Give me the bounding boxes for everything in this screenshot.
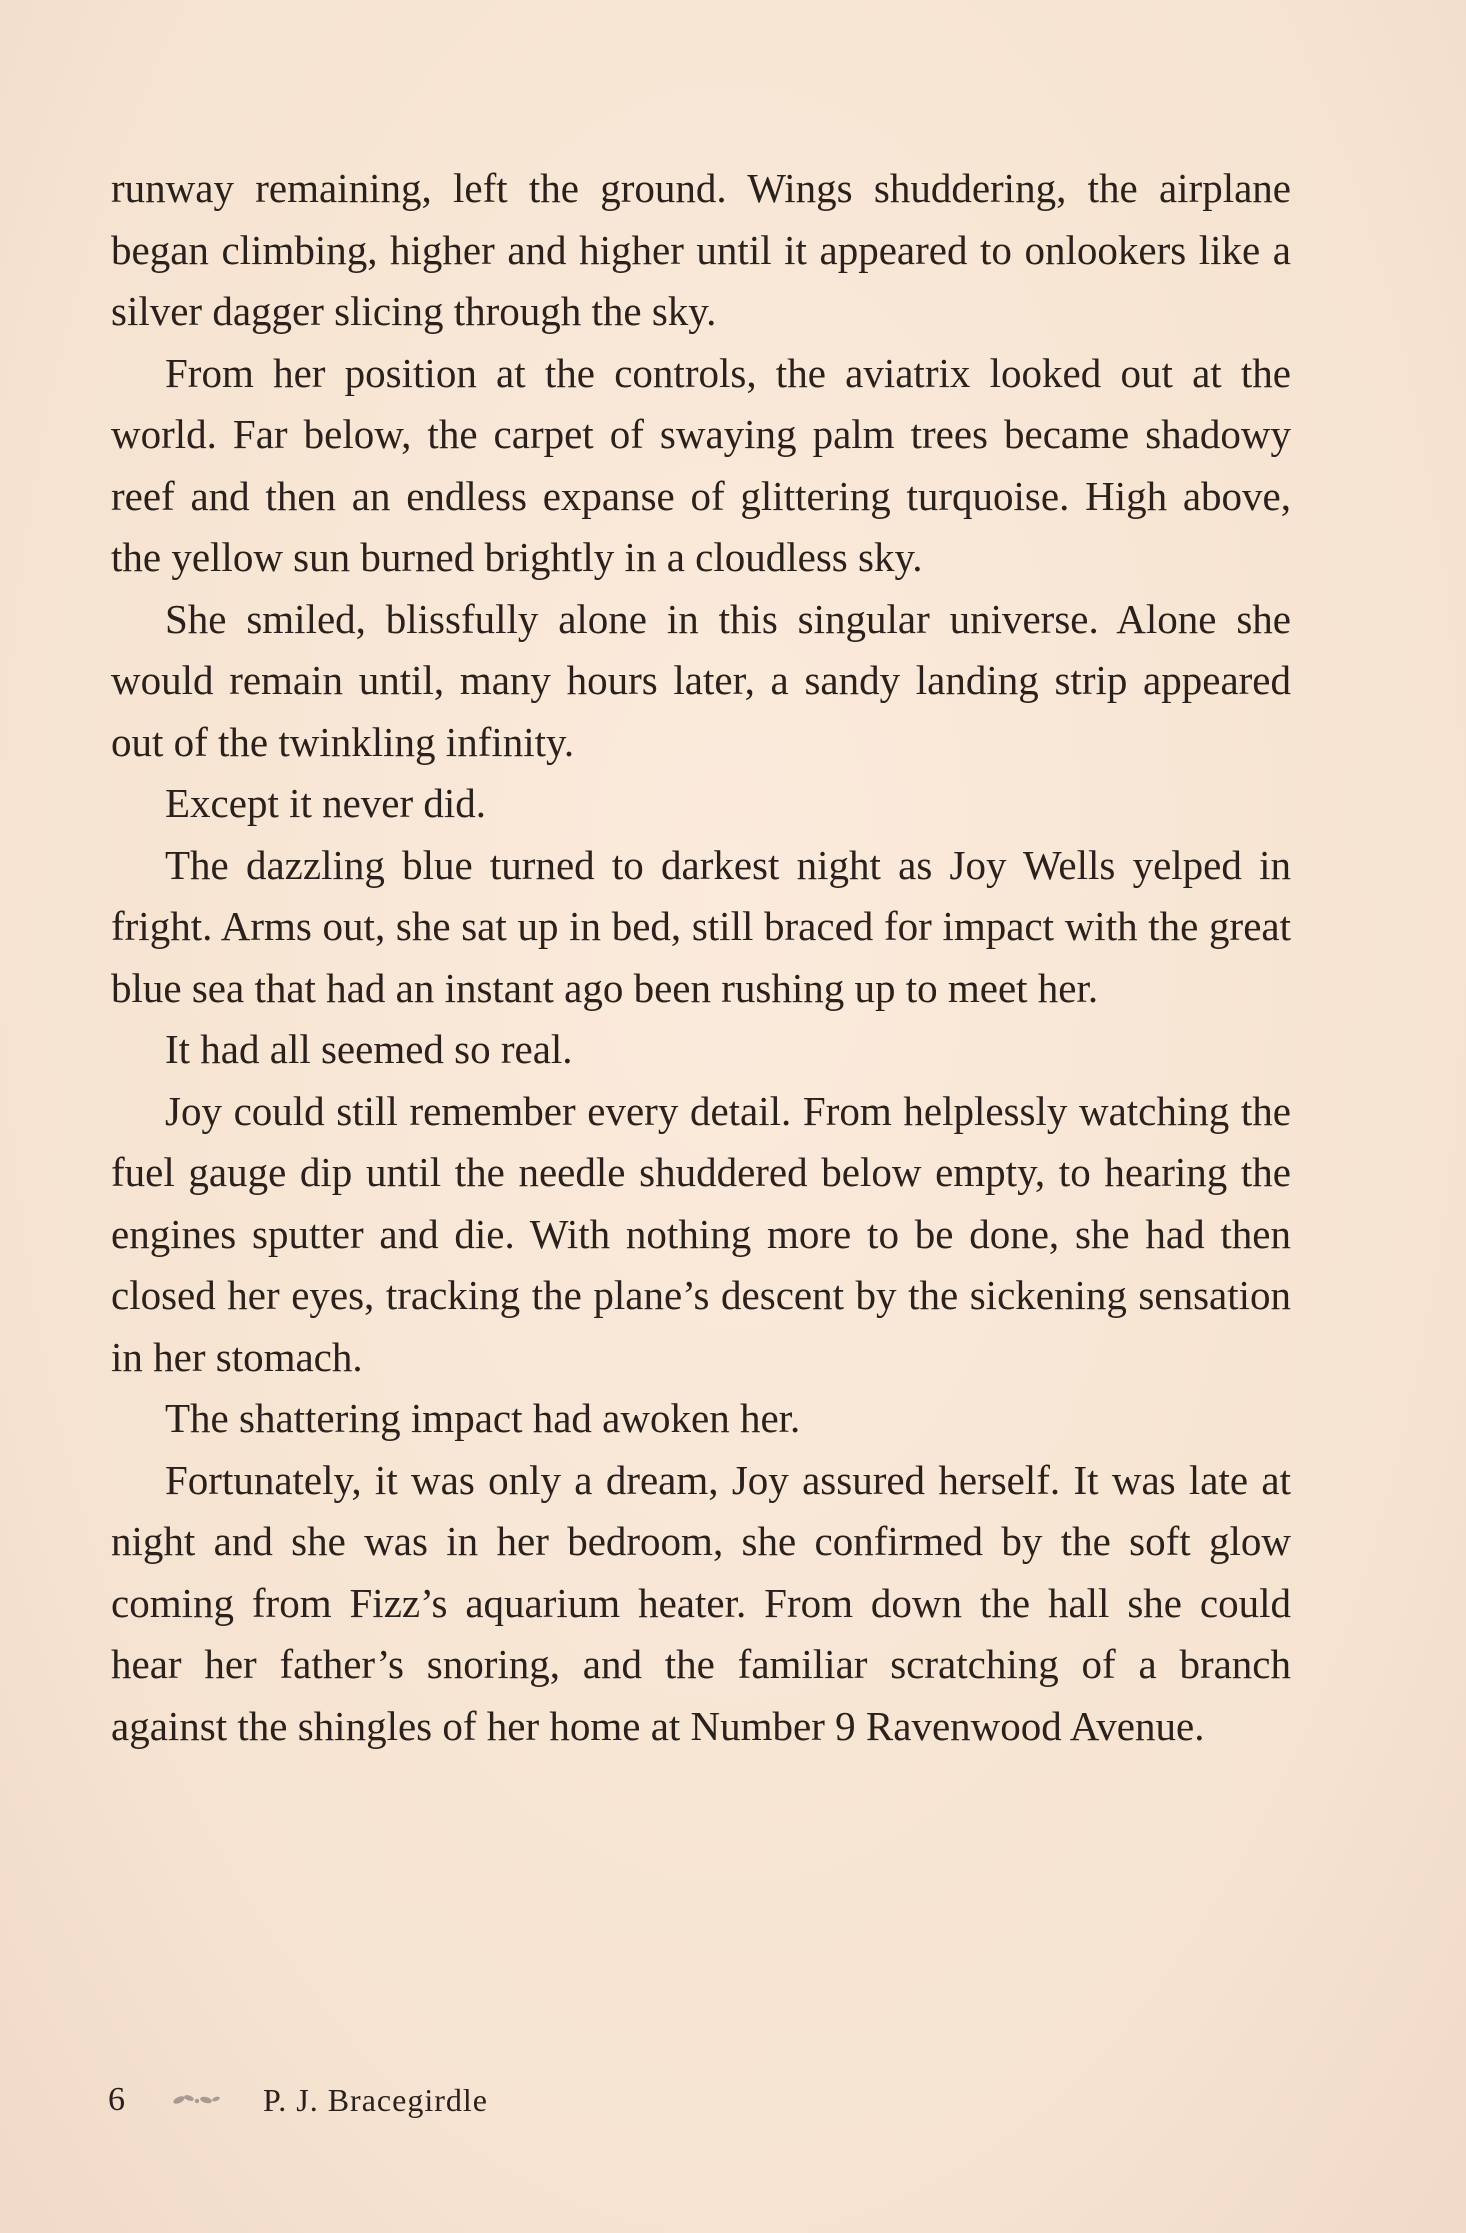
author-name: P. J. Bracegirdle [263, 2081, 488, 2118]
paragraph: The shattering impact had awoken her. [165, 1395, 801, 1441]
paragraph: It had all seemed so real. [165, 1026, 573, 1072]
paragraph: runway remaining, left the ground. Wings shuddering, the airplane began climbing, higher and higher until it appeared to onlookers like a silver dagger slicing through the sky. [111, 165, 1291, 334]
paragraph: Joy could still remember every detail. From helplessly watching the fuel gauge dip until the needle shuddered below empty, to hearing the engines sputter and die. With nothing more to be done, she had then closed her eyes, tracking the plane’s descent by the sickening sensation in her stomach. [111, 1087, 1291, 1380]
paragraph: Except it never did. [165, 780, 487, 826]
paragraph: The dazzling blue turned to darkest night as Joy Wells yelped in fright. Arms out, she sat up in bed, still braced for impact with the great blue sea that had an instant ago been rushing up to meet her. [111, 841, 1291, 1011]
page-number: 6 [108, 2081, 125, 2118]
page-footer [108, 2075, 488, 2125]
paragraph: She smiled, blissfully alone in this singular universe. Alone she would remain until, many hours later, a sandy landing strip appeared out of the twinkling infinity. [111, 595, 1291, 765]
paragraph: From her position at the controls, the aviatrix looked out at the world. Far below, the carpet of swaying palm trees became shadowy reef and then an endless expanse of glittering turquoise. High above, the yellow sun burned brightly in a cloudless sky. [111, 349, 1291, 580]
leaf-ornament-icon [169, 2088, 223, 2112]
body-text [111, 158, 1291, 1757]
paragraph: Fortunately, it was only a dream, Joy assured herself. It was late at night and she was in her bedroom, she confirmed by the soft glow coming from Fizz’s aquarium heater. From down the hall she could hear her father’s snoring, and the familiar scratching of a branch against the shingles of her home at Number 9 Ravenwood Avenue. [111, 1456, 1291, 1749]
